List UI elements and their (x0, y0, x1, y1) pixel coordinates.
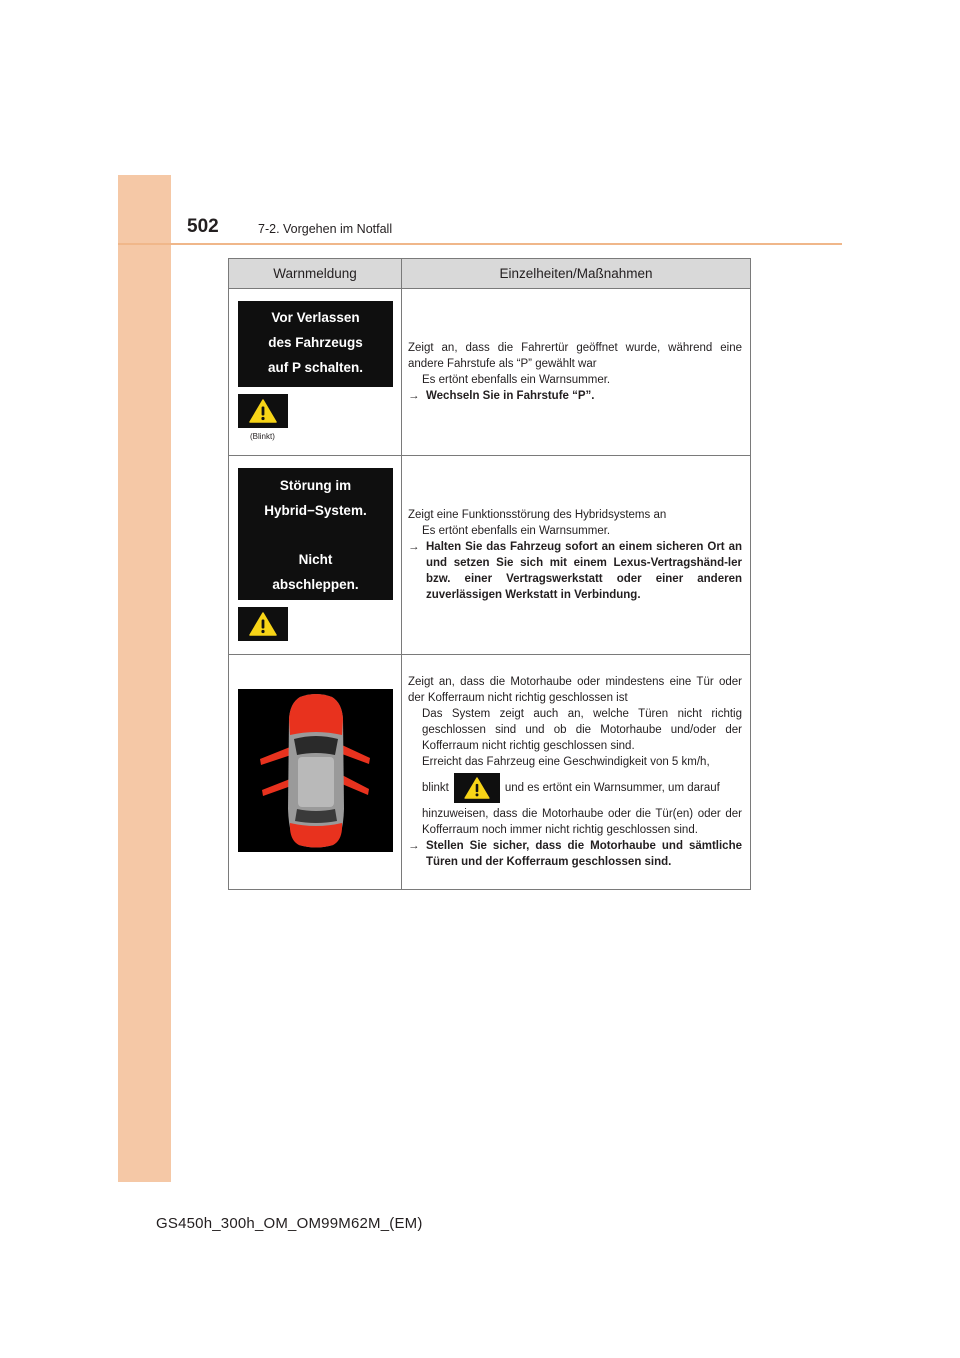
details-lead: Zeigt eine Funktionsstörung des Hybridsystems an (408, 509, 667, 521)
chapter-side-bar (118, 175, 171, 1182)
warning-triangle-icon (464, 777, 490, 799)
warning-triangle-icon (249, 399, 277, 423)
display-line: des Fahrzeugs (268, 335, 363, 350)
display-line: auf P schalten. (267, 360, 364, 375)
action-text: Stellen Sie sicher, dass die Motorhaube und sämtliche Türen und der Kofferraum geschlossen sind. (426, 840, 742, 868)
details-lead: Zeigt an, dass die Fahrertür geöffnet wurde, während eine andere Fahrstufe als “P” gewählt war (408, 342, 742, 370)
warning-visual-cell (229, 289, 402, 456)
action-item (408, 539, 742, 603)
door-open-display (238, 689, 393, 852)
action-text: Wechseln Sie in Fahrstufe “P”. (426, 390, 595, 402)
display-message-hybrid-malfunction (238, 468, 393, 600)
details-sub: hinzuweisen, dass die Motorhaube oder die Tür(en) oder der Kofferraum noch immer nicht richtig geschlossen sind. (422, 808, 742, 836)
column-header-warning: Warnmeldung (229, 259, 402, 289)
details-cell (402, 289, 751, 456)
display-line: Störung im (279, 478, 352, 493)
section-title: 7-2. Vorgehen im Notfall (258, 222, 393, 236)
arrow-right-icon: → (408, 541, 420, 553)
table-row (229, 456, 751, 655)
arrow-right-icon: → (408, 390, 420, 402)
display-line: Hybrid−System. (264, 503, 367, 518)
blink-note: (Blinkt) (250, 432, 275, 441)
warning-indicator (238, 394, 288, 428)
column-header-details: Einzelheiten/Maßnahmen (402, 259, 751, 289)
table-row (229, 289, 751, 456)
details-cell (402, 456, 751, 655)
action-item (408, 388, 742, 404)
display-line: Vor Verlassen (271, 310, 360, 325)
blink-indicator-line (408, 773, 742, 803)
header-rule (118, 243, 842, 245)
document-code: GS450h_300h_OM_OM99M62M_(EM) (156, 1215, 423, 1232)
details-cell (402, 655, 751, 890)
table-row (229, 655, 751, 890)
display-line: Nicht (298, 552, 333, 567)
warning-table (228, 258, 751, 890)
details-sub: Es ertönt ebenfalls ein Warnsummer. (422, 374, 611, 386)
details-lead: Zeigt an, dass die Motorhaube oder mindestens eine Tür oder der Kofferraum nicht richtig geschlossen ist (408, 676, 742, 704)
car-top-view-icon (238, 689, 393, 852)
warning-indicator (238, 607, 288, 641)
page-number: 502 (187, 216, 219, 237)
warning-visual-cell (229, 456, 402, 655)
action-item (408, 838, 742, 870)
display-line: abschleppen. (272, 577, 359, 592)
warning-visual-cell (229, 655, 402, 890)
blink-text-after: und es ertönt ein Warnsummer, um darauf (504, 782, 720, 794)
blink-text: blinkt (422, 782, 449, 794)
details-sub: Es ertönt ebenfalls ein Warnsummer. (422, 525, 611, 537)
table-header-row (229, 259, 751, 289)
display-message-shift-to-p (238, 301, 393, 387)
warning-indicator (454, 773, 500, 803)
action-text: Halten Sie das Fahrzeug sofort an einem sicheren Ort an und setzen Sie sich mit einem Lexus-Vertragshänd-ler bzw. einer Vertragswerkstatt oder einer anderen zuverlässigen Werkstatt in Verbindung. (426, 541, 742, 601)
warning-triangle-icon (249, 612, 277, 636)
details-sub: Erreicht das Fahrzeug eine Geschwindigkeit von 5 km/h, (422, 756, 710, 768)
details-sub: Das System zeigt auch an, welche Türen nicht richtig geschlossen sind und ob die Motorhaube und/oder der Kofferraum nicht richtig geschlossen sind. (422, 708, 742, 752)
display-spacer (238, 523, 393, 547)
arrow-right-icon: → (408, 840, 420, 852)
